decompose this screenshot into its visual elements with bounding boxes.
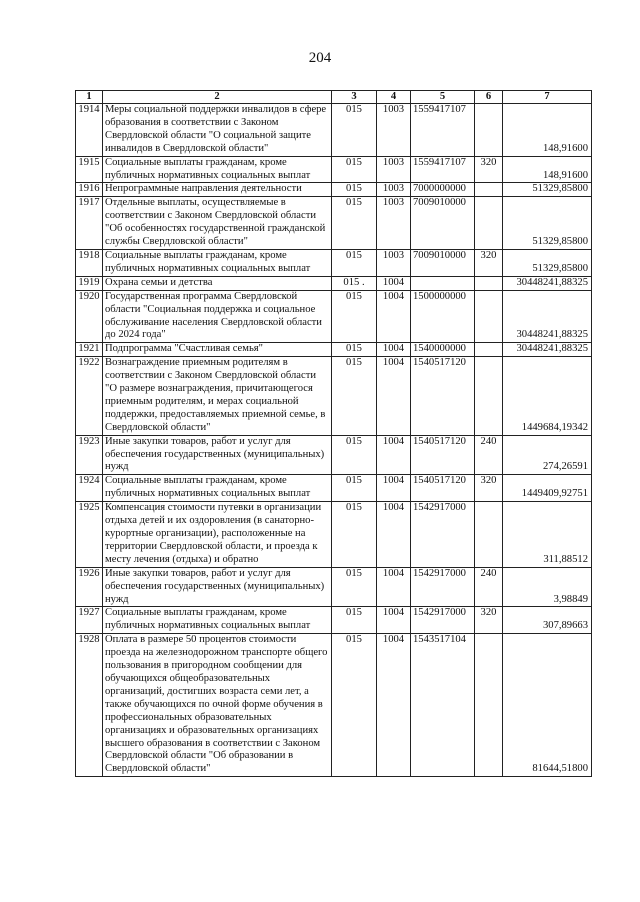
row-amount: 51329,85800 [503,249,592,276]
row-name: Меры социальной поддержки инвалидов в сфере образования в соответствии с Законом Свердловской области "О социальной защите инвалидов в Свердловской области" [103,104,332,157]
page-number: 204 [308,50,332,66]
col-header: 3 [332,91,377,104]
row-amount: 30448241,88325 [503,276,592,290]
row-number: 1924 [76,475,103,502]
row-target-code: 1540517120 [411,435,475,475]
row-glav-code: 015 [332,634,377,777]
row-glav-code: 015 . [332,276,377,290]
row-target-code: 1559417107 [411,104,475,157]
row-name: Подпрограмма "Счастливая семья" [103,343,332,357]
row-glav-code: 015 [332,567,377,607]
table-row [76,276,592,290]
row-glav-code: 015 [332,249,377,276]
table-row [76,290,592,343]
table-row [76,634,592,777]
row-section-code: 1004 [377,607,411,634]
row-target-code: 1540000000 [411,343,475,357]
row-glav-code: 015 [332,156,377,183]
row-number: 1915 [76,156,103,183]
row-number: 1914 [76,104,103,157]
col-header: 1 [76,91,103,104]
row-number: 1919 [76,276,103,290]
row-section-code: 1004 [377,567,411,607]
row-glav-code: 015 [332,183,377,197]
row-number: 1927 [76,607,103,634]
row-glav-code: 015 [332,475,377,502]
row-expense-type [475,357,503,435]
row-amount: 51329,85800 [503,183,592,197]
row-section-code: 1004 [377,435,411,475]
row-glav-code: 015 [332,197,377,250]
row-expense-type [475,104,503,157]
row-number: 1917 [76,197,103,250]
table-row [76,435,592,475]
row-target-code: 7009010000 [411,197,475,250]
row-amount: 81644,51800 [503,634,592,777]
row-name: Вознаграждение приемным родителям в соответствии с Законом Свердловской области "О размере вознаграждения, причитающегося приемным родителям, и мерах социальной поддержки, предоставляемых приемной семье, в Свердловской области" [103,357,332,435]
row-expense-type [475,183,503,197]
budget-table [75,90,592,777]
row-expense-type: 320 [475,475,503,502]
row-target-code: 7009010000 [411,249,475,276]
row-section-code: 1004 [377,475,411,502]
row-glav-code: 015 [332,435,377,475]
row-amount: 3,98849 [503,567,592,607]
row-number: 1918 [76,249,103,276]
row-amount: 30448241,88325 [503,290,592,343]
row-name: Социальные выплаты гражданам, кроме публичных нормативных социальных выплат [103,607,332,634]
table-row [76,104,592,157]
row-section-code: 1004 [377,502,411,568]
row-amount: 307,89663 [503,607,592,634]
col-header: 2 [103,91,332,104]
row-section-code: 1004 [377,343,411,357]
row-section-code: 1004 [377,357,411,435]
row-name: Компенсация стоимости путевки в организации отдыха детей и их оздоровления (в санаторно-курортные организации), расположенные на территории Свердловской области, и проезда к месту лечения (отдыха) и обратно [103,502,332,568]
row-name: Иные закупки товаров, работ и услуг для обеспечения государственных (муниципальных) нужд [103,435,332,475]
row-name: Отдельные выплаты, осуществляемые в соответствии с Законом Свердловской области "Об особенностях государственной гражданской службы Свердловской области" [103,197,332,250]
table-row [76,357,592,435]
row-name: Социальные выплаты гражданам, кроме публичных нормативных социальных выплат [103,249,332,276]
row-amount: 1449409,92751 [503,475,592,502]
row-expense-type: 320 [475,249,503,276]
row-expense-type: 240 [475,435,503,475]
row-amount: 1449684,19342 [503,357,592,435]
row-name: Социальные выплаты гражданам, кроме публичных нормативных социальных выплат [103,475,332,502]
col-header: 6 [475,91,503,104]
row-target-code: 1543517104 [411,634,475,777]
row-target-code: 1500000000 [411,290,475,343]
row-glav-code: 015 [332,502,377,568]
table-row [76,249,592,276]
row-expense-type: 320 [475,156,503,183]
row-amount: 274,26591 [503,435,592,475]
row-name: Государственная программа Свердловской области "Социальная поддержка и социальное обслуживание населения Свердловской области до 2024 года" [103,290,332,343]
row-expense-type [475,197,503,250]
row-target-code: 7000000000 [411,183,475,197]
row-amount: 311,88512 [503,502,592,568]
row-expense-type [475,634,503,777]
row-number: 1928 [76,634,103,777]
table-row [76,343,592,357]
row-number: 1916 [76,183,103,197]
row-name: Непрограммные направления деятельности [103,183,332,197]
row-section-code: 1003 [377,104,411,157]
table-row [76,567,592,607]
row-number: 1922 [76,357,103,435]
row-section-code: 1004 [377,276,411,290]
row-amount: 148,91600 [503,156,592,183]
row-section-code: 1003 [377,156,411,183]
row-target-code: 1540517120 [411,357,475,435]
row-number: 1926 [76,567,103,607]
row-glav-code: 015 [332,607,377,634]
row-name: Охрана семьи и детства [103,276,332,290]
row-number: 1921 [76,343,103,357]
row-number: 1920 [76,290,103,343]
row-number: 1923 [76,435,103,475]
row-section-code: 1003 [377,197,411,250]
row-amount: 30448241,88325 [503,343,592,357]
row-glav-code: 015 [332,343,377,357]
row-expense-type [475,276,503,290]
row-expense-type [475,343,503,357]
row-target-code: 1542917000 [411,607,475,634]
row-target-code: 1542917000 [411,502,475,568]
row-target-code: 1540517120 [411,475,475,502]
row-glav-code: 015 [332,357,377,435]
row-target-code [411,276,475,290]
table-row [76,475,592,502]
row-name: Оплата в размере 50 процентов стоимости проезда на железнодорожном транспорте общего пользования в пригородном сообщении для обучающихся общеобразовательных организаций, достигших возраста семи лет, а также обучающихся по очной форме обучения в профессиональных образовательных организациях и образовательных организациях высшего образования в соответствии с Законом Свердловской области "Об образовании в Свердловской области" [103,634,332,777]
row-number: 1925 [76,502,103,568]
row-amount: 148,91600 [503,104,592,157]
row-section-code: 1003 [377,249,411,276]
row-expense-type: 240 [475,567,503,607]
row-target-code: 1559417107 [411,156,475,183]
col-header: 4 [377,91,411,104]
row-section-code: 1003 [377,183,411,197]
row-expense-type [475,502,503,568]
row-target-code: 1542917000 [411,567,475,607]
row-glav-code: 015 [332,104,377,157]
col-header: 7 [503,91,592,104]
row-section-code: 1004 [377,634,411,777]
table-row [76,183,592,197]
row-amount: 51329,85800 [503,197,592,250]
table-row [76,197,592,250]
row-glav-code: 015 [332,290,377,343]
table-row [76,607,592,634]
col-header: 5 [411,91,475,104]
row-expense-type: 320 [475,607,503,634]
row-expense-type [475,290,503,343]
table-row [76,502,592,568]
row-name: Иные закупки товаров, работ и услуг для обеспечения государственных (муниципальных) нужд [103,567,332,607]
row-section-code: 1004 [377,290,411,343]
table-header-row [76,91,592,104]
row-name: Социальные выплаты гражданам, кроме публичных нормативных социальных выплат [103,156,332,183]
table-row [76,156,592,183]
